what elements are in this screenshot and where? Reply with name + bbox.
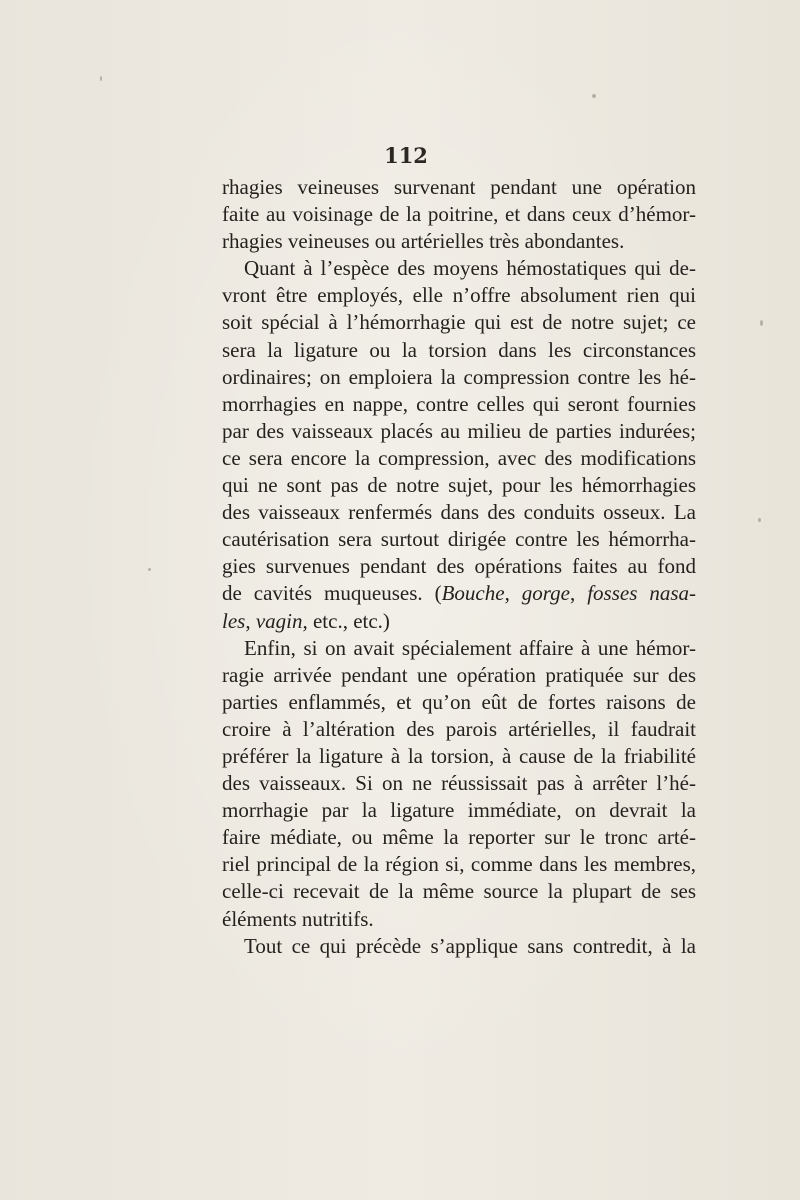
text-line: vront être employés, elle n’offre absolument rien qui	[222, 283, 696, 308]
text-line: par des vaisseaux placés au milieu de parties indurées;	[222, 418, 696, 443]
text-line: ragie arrivée pendant une opération pratiquée sur des	[222, 662, 696, 687]
page-number: 112	[384, 143, 428, 168]
text-line: faire médiate, ou même la reporter sur le tronc arté-	[222, 825, 696, 850]
italic-text: vagin	[255, 608, 303, 633]
text-line: ordinaires; on emploiera la compression contre les hé-	[222, 364, 696, 389]
text-line: rhagies veineuses ou artérielles très abondantes.	[222, 229, 625, 254]
text-line: préférer la ligature à la torsion, à cause de la friabilité	[222, 743, 696, 768]
body-text	[222, 174, 696, 960]
text-line: gies survenues pendant des opérations faites au fond	[222, 554, 696, 579]
text-line	[222, 580, 696, 607]
text-line: faite au voisinage de la poitrine, et dans ceux d’hémor-	[222, 202, 696, 227]
paper-speck	[592, 94, 596, 98]
paper-speck	[100, 76, 102, 81]
text-run: ,	[570, 581, 588, 606]
italic-text: gorge	[521, 581, 570, 606]
text-line: des vaisseaux. Si on ne réussissait pas à arrêter l’hé-	[222, 771, 696, 796]
text-line: parties enflammés, et qu’on eût de fortes raisons de	[222, 689, 696, 714]
text-line: sera la ligature ou la torsion dans les circonstances	[222, 337, 696, 362]
text-line: soit spécial à l’hémorrhagie qui est de notre sujet; ce	[222, 310, 696, 335]
text-line: des vaisseaux renfermés dans des conduits osseux. La	[222, 500, 696, 525]
text-line: cautérisation sera surtout dirigée contre les hémorrha-	[222, 527, 696, 552]
text-line: rhagies veineuses survenant pendant une opération	[222, 175, 696, 199]
text-run: ,	[245, 608, 256, 633]
text-line: riel principal de la région si, comme dans les membres,	[222, 852, 696, 877]
text-line: qui ne sont pas de notre sujet, pour les hémorrhagies	[222, 473, 696, 498]
text-run: , etc., etc.)	[302, 608, 390, 633]
paper-speck	[758, 518, 761, 522]
text-run: de cavités muqueuses. (	[222, 581, 442, 606]
text-line: Quant à l’espèce des moyens hémostatiques qui de-	[244, 256, 696, 281]
text-line: Tout ce qui précède s’applique sans contredit, à la	[244, 933, 696, 958]
text-line: ce sera encore la compression, avec des modifications	[222, 445, 696, 470]
text-line: éléments nutritifs.	[222, 906, 374, 931]
text-line	[222, 608, 696, 635]
italic-text: fosses nasa-	[587, 581, 697, 606]
text-run: ,	[504, 581, 522, 606]
text-line: croire à l’altération des parois artérielles, il faudrait	[222, 716, 696, 741]
italic-text: les	[222, 608, 246, 633]
text-line: Enfin, si on avait spécialement affaire à une hémor-	[244, 635, 696, 660]
text-line: morrhagie par la ligature immédiate, on devrait la	[222, 798, 696, 823]
text-line: celle-ci recevait de la même source la plupart de ses	[222, 879, 696, 904]
text-line: morrhagies en nappe, contre celles qui seront fournies	[222, 391, 696, 416]
paper-speck	[148, 568, 151, 571]
italic-text: Bouche	[441, 581, 505, 606]
paper-speck	[760, 320, 763, 326]
